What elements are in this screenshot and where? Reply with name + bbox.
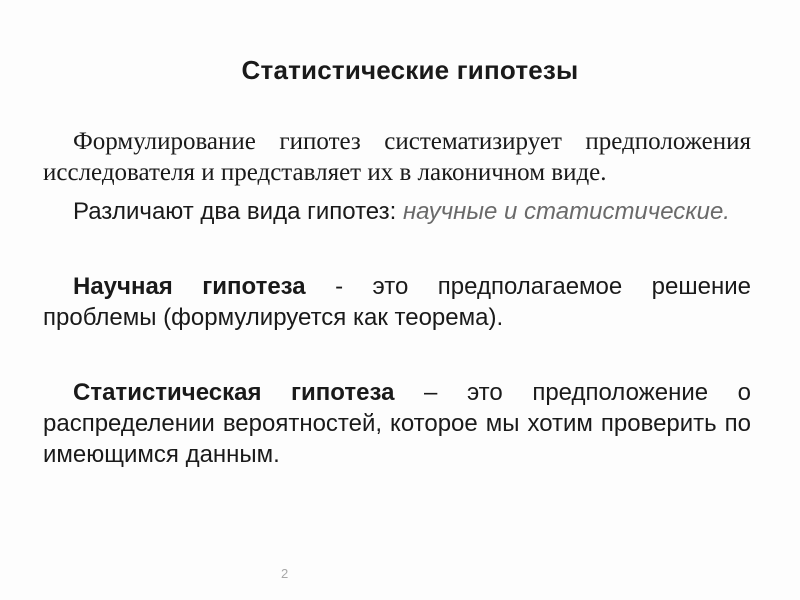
definition-statistical-hypothesis: – это предположение о распределении вероятностей, которое мы хотим проверить по имеющимся данным. <box>43 379 752 468</box>
paragraph-hypothesis-formulation: Формулирование гипотез систематизирует предположения исследователя и представляет их в лаконичном виде. <box>43 128 751 186</box>
term-statistical-hypothesis: Статистическая гипотеза <box>73 379 395 406</box>
definition-scientific-hypothesis: - это предполагаемое решение проблемы (формулируется как теорема). <box>43 273 751 331</box>
paragraph-statistical-hypothesis <box>43 377 751 470</box>
paragraph-hypothesis-types <box>43 196 751 227</box>
hypothesis-types-lead: Различают два вида гипотез: <box>73 198 403 225</box>
slide-title: Статистические гипотезы <box>241 55 579 85</box>
slide-body <box>43 126 751 470</box>
paragraph-scientific-hypothesis <box>43 271 751 333</box>
page-number: 2 <box>281 566 289 581</box>
term-scientific-hypothesis: Научная гипотеза <box>73 273 306 300</box>
hypothesis-types-list: научные и статистические. <box>402 198 730 225</box>
